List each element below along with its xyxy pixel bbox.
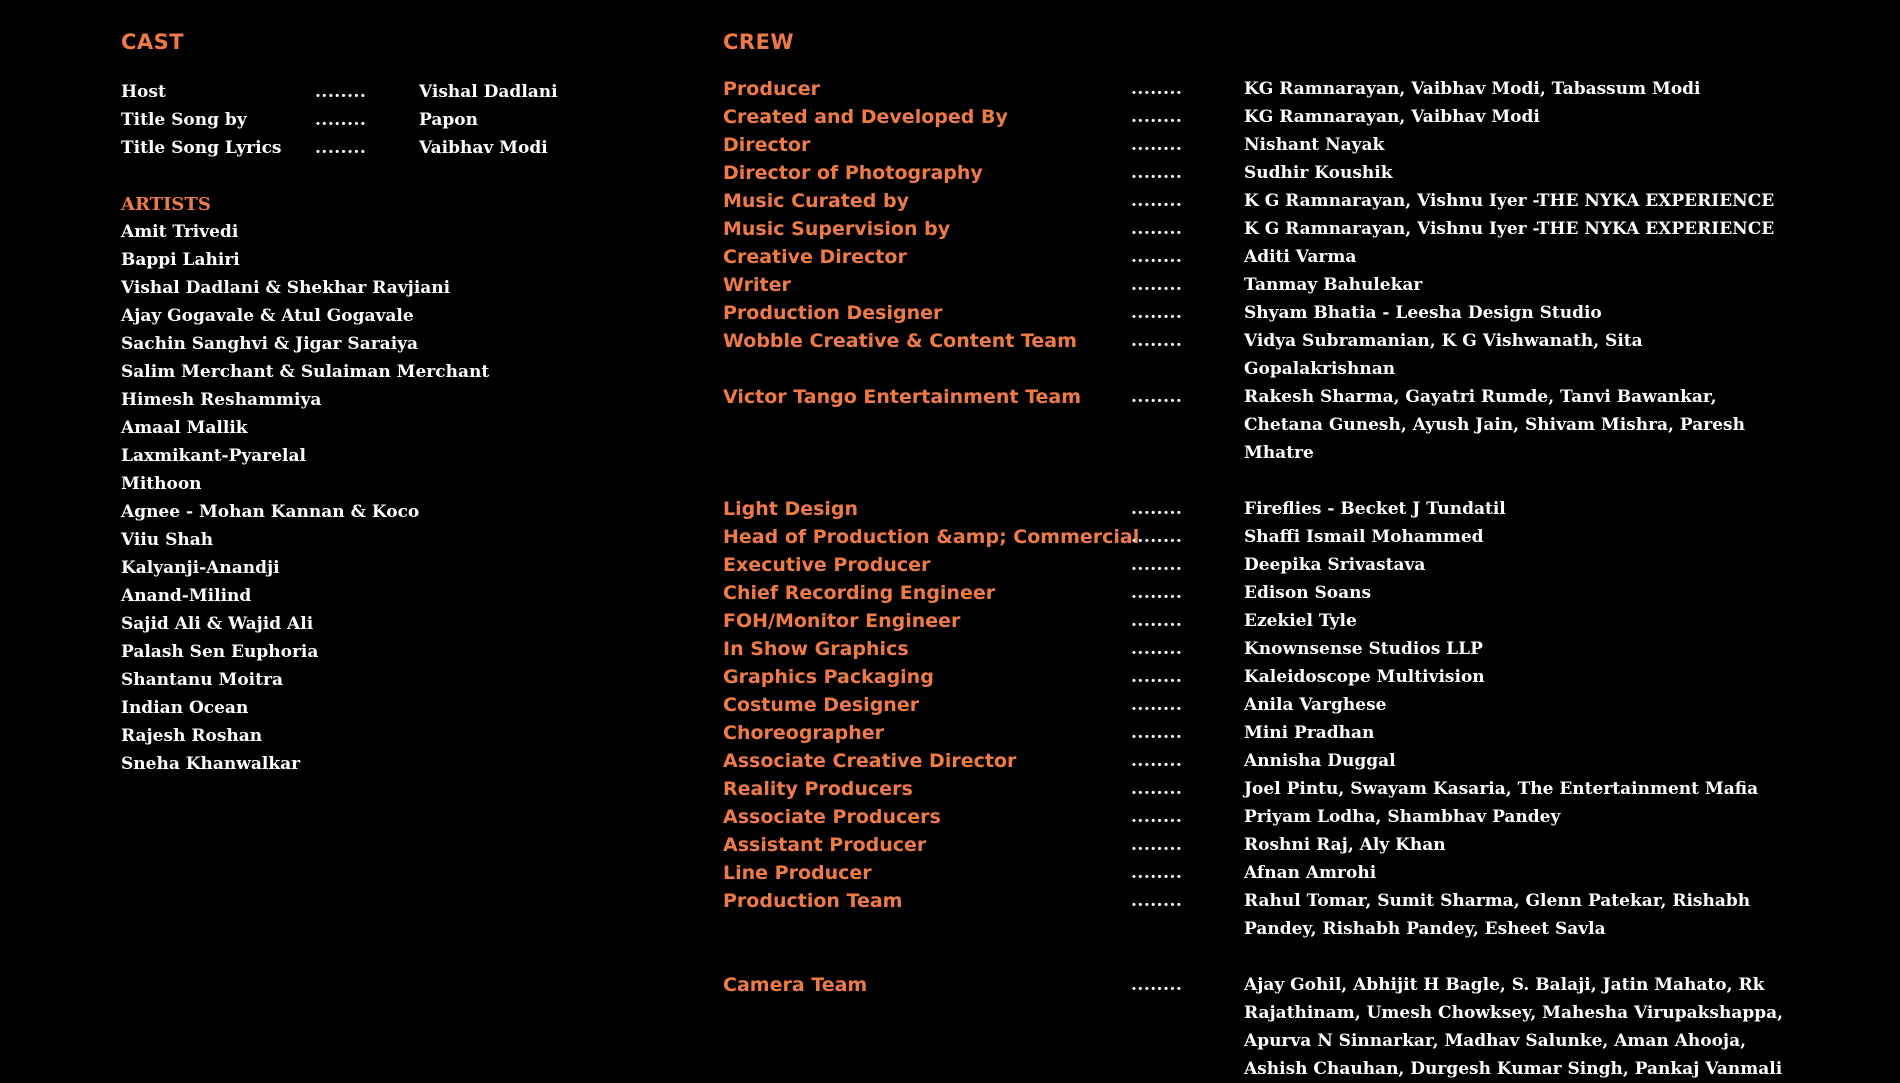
artist-item: Himesh Reshammiya [121, 390, 322, 410]
crew-role: FOH/Monitor Engineer [723, 610, 961, 632]
artist-item: Palash Sen Euphoria [121, 642, 319, 662]
dot-leader: ........ [1131, 191, 1183, 211]
crew-row [723, 215, 1853, 243]
crew-heading: CREW [723, 30, 795, 54]
artist-item: Viiu Shah [121, 530, 214, 550]
crew-role: Victor Tango Entertainment Team [723, 386, 1082, 408]
artist-item: Shantanu Moitra [121, 670, 283, 690]
dot-leader: ........ [1131, 107, 1183, 127]
cast-table [121, 78, 601, 162]
crew-names: Sudhir Koushik [1244, 163, 1393, 183]
crew-role: Head of Production &amp; Commercial [723, 526, 1140, 548]
dot-leader: ........ [1131, 891, 1183, 911]
crew-role: Light Design [723, 498, 859, 520]
crew-names: Rahul Tomar, Sumit Sharma, Glenn Patekar, Rishabh Pandey, Rishabh Pandey, Esheet Savla [1244, 891, 1751, 939]
crew-row [723, 859, 1853, 887]
dot-leader: ........ [1131, 583, 1183, 603]
crew-names: Priyam Lodha, Shambhav Pandey [1244, 807, 1561, 827]
dot-leader: ........ [1131, 163, 1183, 183]
crew-names: K G Ramnarayan, Vishnu Iyer -THE NYKA EXPERIENCE [1244, 219, 1775, 239]
cast-name: Vaibhav Modi [419, 138, 548, 158]
dot-leader: ........ [1131, 751, 1183, 771]
dot-leader: ........ [1131, 219, 1183, 239]
dot-leader: ........ [1131, 303, 1183, 323]
dot-leader: ........ [1131, 79, 1183, 99]
crew-names: Kaleidoscope Multivision [1244, 667, 1485, 687]
crew-names: Vidya Subramanian, K G Vishwanath, Sita Gopalakrishnan [1244, 331, 1643, 379]
crew-names: Joel Pintu, Swayam Kasaria, The Entertainment Mafia [1244, 779, 1759, 799]
crew-row [723, 187, 1853, 215]
crew-row [723, 635, 1853, 663]
artist-item: Amit Trivedi [121, 222, 239, 242]
cast-heading: CAST [121, 30, 185, 54]
crew-row [723, 159, 1853, 187]
dot-leader: ........ [1131, 667, 1183, 687]
dot-leader: ........ [1131, 555, 1183, 575]
artist-item: Amaal Mallik [121, 418, 248, 438]
crew-row [723, 523, 1853, 551]
cast-role: Title Song by [121, 110, 247, 130]
artist-item: Agnee - Mohan Kannan & Koco [121, 502, 420, 522]
dot-leader: ........ [1131, 807, 1183, 827]
crew-row [723, 383, 1853, 467]
crew-names: Fireflies - Becket J Tundatil [1244, 499, 1506, 519]
dot-leader: ........ [1131, 695, 1183, 715]
crew-row [723, 607, 1853, 635]
crew-names: Shaffi Ismail Mohammed [1244, 527, 1484, 547]
artist-item: Laxmikant-Pyarelal [121, 446, 306, 466]
crew-names: Aditi Varma [1244, 247, 1357, 267]
crew-names: Rakesh Sharma, Gayatri Rumde, Tanvi Bawankar, Chetana Gunesh, Ayush Jain, Shivam Mishra, Paresh Mhatre [1244, 387, 1745, 463]
dot-leader: ........ [1131, 611, 1183, 631]
dot-leader: ........ [1131, 499, 1183, 519]
dot-leader: ........ [1131, 639, 1183, 659]
crew-row [723, 75, 1853, 103]
crew-role: Music Supervision by [723, 218, 951, 240]
dot-leader: ........ [315, 110, 367, 130]
cast-role: Title Song Lyrics [121, 138, 282, 158]
dot-leader: ........ [1131, 247, 1183, 267]
artist-item: Indian Ocean [121, 698, 249, 718]
crew-names: K G Ramnarayan, Vishnu Iyer -THE NYKA EXPERIENCE [1244, 191, 1775, 211]
artist-item: Sneha Khanwalkar [121, 754, 301, 774]
crew-row [723, 103, 1853, 131]
crew-names: Ezekiel Tyle [1244, 611, 1357, 631]
crew-names: Edison Soans [1244, 583, 1372, 603]
crew-role: Line Producer [723, 862, 872, 884]
crew-role: In Show Graphics [723, 638, 909, 660]
crew-names: Anila Varghese [1244, 695, 1387, 715]
crew-names: Nishant Nayak [1244, 135, 1385, 155]
dot-leader: ........ [315, 82, 367, 102]
crew-names: Roshni Raj, Aly Khan [1244, 835, 1446, 855]
crew-names: KG Ramnarayan, Vaibhav Modi [1244, 107, 1540, 127]
artist-item: Kalyanji-Anandji [121, 558, 280, 578]
crew-row [723, 271, 1853, 299]
artist-item: Mithoon [121, 474, 202, 494]
cast-row [121, 106, 601, 134]
crew-row [723, 131, 1853, 159]
cast-name: Vishal Dadlani [419, 82, 558, 102]
crew-names: Mini Pradhan [1244, 723, 1375, 743]
crew-row [723, 803, 1853, 831]
crew-role: Associate Producers [723, 806, 941, 828]
dot-leader: ........ [1131, 863, 1183, 883]
crew-role: Music Curated by [723, 190, 909, 212]
crew-row [723, 887, 1853, 943]
crew-names: Ajay Gohil, Abhijit H Bagle, S. Balaji, Jatin Mahato, Rk Rajathinam, Umesh Chowksey, Mahesha Virupakshappa, Apurva N Sinnarkar, Madhav Salunke, Aman Ahooja, Ashish Chauhan, Durgesh Kumar Singh, Pankaj Vanmali [1244, 975, 1784, 1079]
dot-leader: ........ [1131, 527, 1183, 547]
dot-leader: ........ [1131, 387, 1183, 407]
crew-names: Deepika Srivastava [1244, 555, 1426, 575]
crew-row [723, 691, 1853, 719]
dot-leader: ........ [1131, 975, 1183, 995]
artist-item: Bappi Lahiri [121, 250, 240, 270]
dot-leader: ........ [1131, 331, 1183, 351]
crew-names: Afnan Amrohi [1244, 863, 1377, 883]
crew-names: Knownsense Studios LLP [1244, 639, 1483, 659]
crew-row [723, 299, 1853, 327]
artist-item: Sachin Sanghvi & Jigar Saraiya [121, 334, 419, 354]
cast-role: Host [121, 82, 166, 102]
crew-role: Costume Designer [723, 694, 920, 716]
crew-role: Director of Photography [723, 162, 983, 184]
crew-table [723, 75, 1853, 1083]
cast-row [121, 78, 601, 106]
crew-role: Choreographer [723, 722, 885, 744]
dot-leader: ........ [1131, 779, 1183, 799]
crew-role: Executive Producer [723, 554, 931, 576]
crew-role: Graphics Packaging [723, 666, 934, 688]
artists-heading: ARTISTS [121, 194, 211, 215]
crew-role: Director [723, 134, 811, 156]
artist-item: Ajay Gogavale & Atul Gogavale [121, 306, 414, 326]
crew-row [723, 551, 1853, 579]
crew-row [723, 327, 1853, 383]
crew-row [723, 495, 1853, 523]
cast-name: Papon [419, 110, 478, 130]
crew-role: Created and Developed By [723, 106, 1008, 128]
crew-names: Tanmay Bahulekar [1244, 275, 1423, 295]
crew-role: Reality Producers [723, 778, 913, 800]
dot-leader: ........ [1131, 135, 1183, 155]
dot-leader: ........ [1131, 835, 1183, 855]
cast-row [121, 134, 601, 162]
crew-role: Creative Director [723, 246, 907, 268]
crew-role: Associate Creative Director [723, 750, 1017, 772]
crew-role: Production Team [723, 890, 903, 912]
crew-row [723, 579, 1853, 607]
crew-row [723, 663, 1853, 691]
crew-role: Chief Recording Engineer [723, 582, 996, 604]
artist-item: Rajesh Roshan [121, 726, 263, 746]
crew-role: Camera Team [723, 974, 868, 996]
crew-names: Annisha Duggal [1244, 751, 1396, 771]
crew-role: Producer [723, 78, 820, 100]
crew-row [723, 747, 1853, 775]
artist-item: Vishal Dadlani & Shekhar Ravjiani [121, 278, 451, 298]
crew-role: Assistant Producer [723, 834, 927, 856]
crew-row [723, 243, 1853, 271]
dot-leader: ........ [315, 138, 367, 158]
artists-list [121, 218, 489, 778]
crew-names: Shyam Bhatia - Leesha Design Studio [1244, 303, 1602, 323]
crew-role: Production Designer [723, 302, 943, 324]
crew-role: Writer [723, 274, 791, 296]
crew-role: Wobble Creative & Content Team [723, 330, 1077, 352]
artist-item: Salim Merchant & Sulaiman Merchant [121, 362, 490, 382]
crew-names: KG Ramnarayan, Vaibhav Modi, Tabassum Modi [1244, 79, 1701, 99]
artist-item: Anand-Milind [121, 586, 252, 606]
crew-row [723, 775, 1853, 803]
dot-leader: ........ [1131, 275, 1183, 295]
artist-item: Sajid Ali & Wajid Ali [121, 614, 314, 634]
crew-row [723, 831, 1853, 859]
dot-leader: ........ [1131, 723, 1183, 743]
crew-row [723, 971, 1853, 1083]
crew-row [723, 719, 1853, 747]
